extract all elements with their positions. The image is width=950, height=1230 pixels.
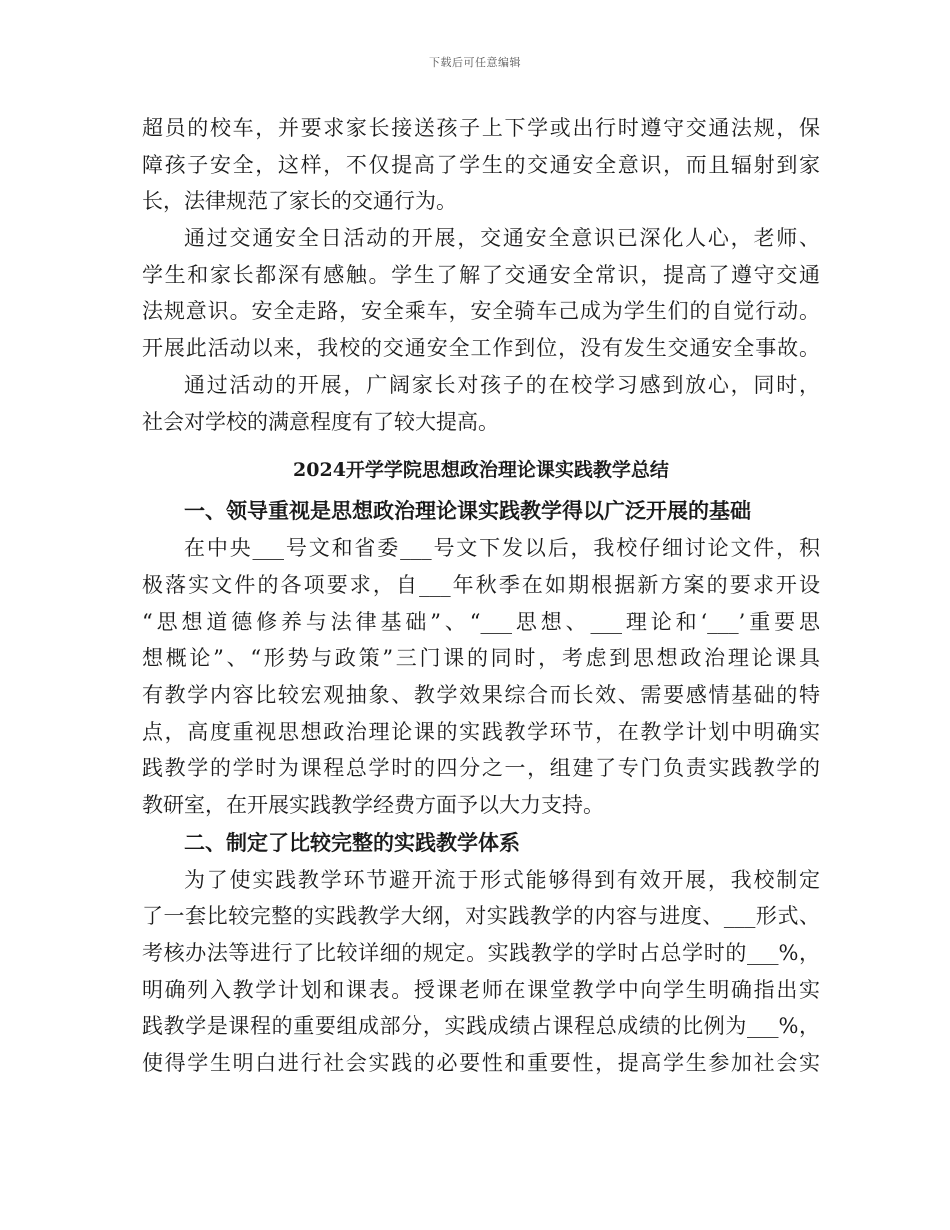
text-line: 想概论”、“形势与政策”三门课的同时，考虑到思想政治理论课具 bbox=[142, 646, 820, 671]
text-line: 践教学是课程的重要组成部分，实践成绩占课程总成绩的比例为___%， bbox=[142, 1014, 820, 1039]
paragraph-2 bbox=[142, 220, 820, 367]
paragraph-1 bbox=[142, 110, 820, 220]
document-title: 2024开学学院思想政治理论课实践教学总结 bbox=[293, 459, 669, 482]
text-line: 教研室，在开展实践教学经费方面予以大力支持。 bbox=[142, 793, 604, 817]
section-heading: 二、制定了比较完整的实践教学体系 bbox=[184, 829, 520, 855]
text-line: “思想道德修养与法律基础”、“___思想、___理论和‘___’重要思 bbox=[142, 609, 820, 634]
text-line: 践教学的学时为课程总学时的四分之一，组建了专门负责实践教学的 bbox=[142, 756, 820, 781]
section-2 bbox=[142, 824, 820, 1082]
text-line: 了一套比较完整的实践教学大纲，对实践教学的内容与进度、___形式、 bbox=[142, 904, 820, 929]
text-line: 点，高度重视思想政治理论课的实践教学环节，在教学计划中明确实 bbox=[142, 719, 820, 744]
text-line: 明确列入教学计划和课表。授课老师在课堂教学中向学生明确指出实 bbox=[142, 977, 820, 1002]
document-body bbox=[142, 110, 820, 1082]
text-line: 超员的校车，并要求家长接送孩子上下学或出行时遵守交通法规，保 bbox=[142, 116, 820, 140]
text-line: 社会对学校的满意程度有了较大提高。 bbox=[142, 409, 499, 434]
page-header: 下载后可任意编辑 bbox=[429, 56, 521, 69]
text-line: 法规意识。安全走路，安全乘车，安全骑车己成为学生们的自觉行动。 bbox=[142, 299, 820, 324]
text-line: 有教学内容比较宏观抽象、教学效果综合而长效、需要感情基础的特 bbox=[142, 682, 820, 707]
text-line: 使得学生明白进行社会实践的必要性和重要性，提高学生参加社会实 bbox=[142, 1051, 820, 1076]
text-line: 极落实文件的各项要求，自___年秋季在如期根据新方案的要求开设 bbox=[142, 572, 820, 597]
section-heading: 一、领导重视是思想政治理论课实践教学得以广泛开展的基础 bbox=[184, 498, 751, 524]
text-line: 通过交通安全日活动的开展，交通安全意识已深化人心，老师、 bbox=[184, 226, 820, 251]
text-line: 开展此活动以来，我校的交通安全工作到位，没有发生交通安全事故。 bbox=[142, 336, 820, 361]
text-line: 通过活动的开展，广阔家长对孩子的在校学习感到放心，同时， bbox=[184, 372, 820, 397]
text-line: 学生和家长都深有感触。学生了解了交通安全常识，提高了遵守交通 bbox=[142, 262, 820, 287]
text-line: 障孩子安全，这样，不仅提高了学生的交通安全意识，而且辐射到家 bbox=[142, 152, 820, 177]
section-1 bbox=[142, 492, 820, 824]
text-line: 在中央___号文和省委___号文下发以后，我校仔细讨论文件，积 bbox=[184, 536, 820, 561]
text-line: 为了使实践教学环节避开流于形式能够得到有效开展，我校制定 bbox=[184, 867, 820, 892]
text-line: 长，法律规范了家长的交通行为。 bbox=[142, 189, 457, 214]
text-line: 考核办法等进行了比较详细的规定。实践教学的学时占总学时的___%， bbox=[142, 941, 820, 966]
paragraph-3 bbox=[142, 367, 820, 440]
